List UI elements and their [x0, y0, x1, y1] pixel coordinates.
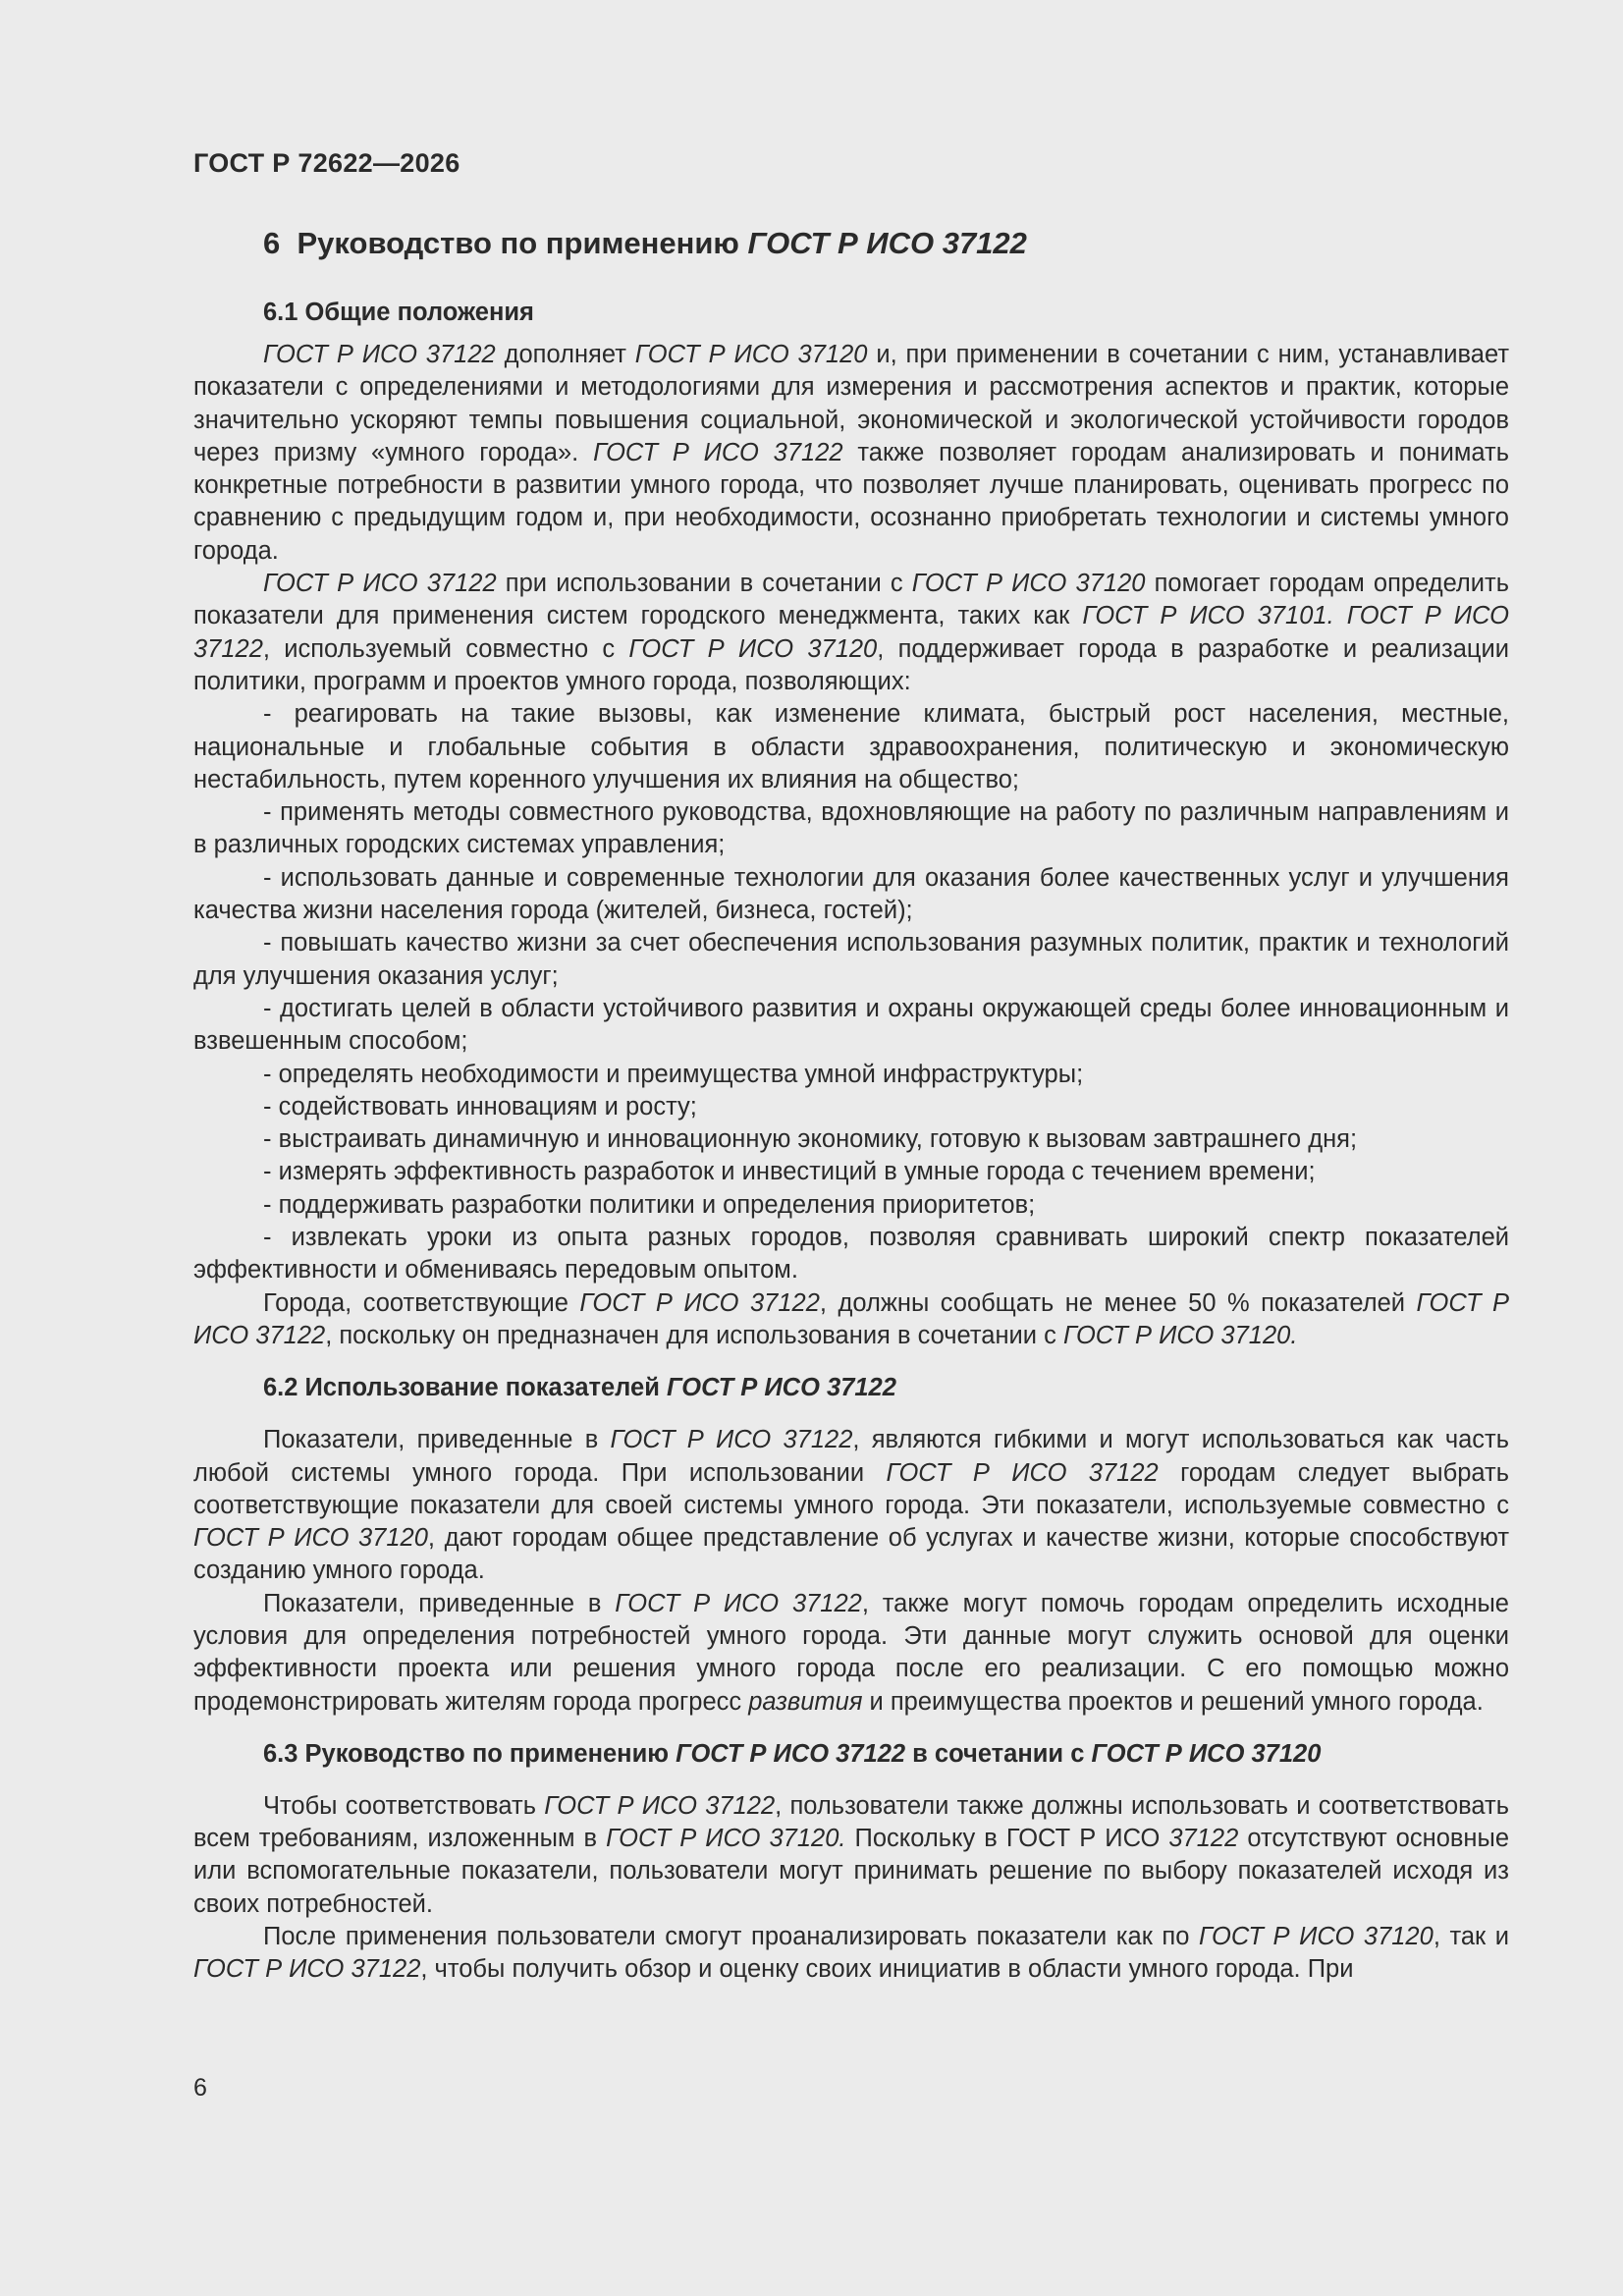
italic-run: 37122: [1168, 1825, 1239, 1853]
text-run: , пользователи также должны использовать и соответствовать всем требованиям, изложенным в: [193, 1791, 1509, 1853]
text-run: при использовании в сочетании с: [496, 570, 912, 598]
subsection-6-1-title: 6.1 Общие положения: [263, 299, 534, 326]
document-header: ГОСТ Р 72622—2026: [193, 148, 460, 178]
section-6-title: [263, 224, 1509, 263]
text-run: , должны сообщать не менее 50 % показателей: [819, 1288, 1417, 1317]
list-item: - повышать качество жизни за счет обеспечения использования разумных политик, практик и технологий для улучшения оказания услуг;: [193, 929, 1509, 990]
text-run: После применения пользователи смогут проанализировать показатели как по: [263, 1923, 1199, 1951]
text-run: дополняет: [495, 341, 635, 368]
list-item: - измерять эффективность разработок и инвестиций в умные города с течением времени;: [263, 1158, 1316, 1186]
text-run: помогает городам определить показатели для применения систем городского менеджмента, таких как: [193, 570, 1509, 630]
paragraph: [193, 1588, 1509, 1719]
italic-run: ГОСТ Р ИСО 37120.: [1062, 1321, 1298, 1349]
italic-run: ГОСТ Р ИСО 37120.: [606, 1825, 846, 1853]
text-run: отсутствуют основные или вспомогательные показатели, пользователи могут принимать решение по выбору показателей исходя из своих потребностей.: [193, 1825, 1510, 1918]
italic-run: ГОСТ Р ИСО 37122: [579, 1288, 820, 1317]
italic-run: ГОСТ Р ИСО 37122: [593, 438, 843, 466]
section-number: 6: [263, 226, 281, 260]
text-run: , дают городам общее представление об услугах и качестве жизни, которые способствуют созданию умного города.: [193, 1524, 1509, 1585]
text-run: 6.2 Использование показателей: [263, 1374, 667, 1402]
document-body: [193, 224, 1509, 1987]
italic-run: ГОСТ Р ИСО 37122: [544, 1791, 776, 1820]
italic-run: ГОСТ Р ИСО 37122: [193, 602, 1509, 663]
italic-run: ГОСТ Р ИСО 37122: [666, 1374, 896, 1402]
paragraph: [193, 1790, 1509, 1921]
paragraph: [193, 1287, 1509, 1353]
italic-run: ГОСТ Р ИСО 37122: [886, 1458, 1159, 1487]
text-run: городам следует выбрать соответствующие показатели для своей системы умного города. Эти показатели, используемые совместно с: [193, 1458, 1509, 1519]
italic-run: ГОСТ Р ИСО 37120: [634, 341, 868, 368]
italic-run: ГОСТ Р ИСО 37120: [1198, 1923, 1434, 1951]
italic-run: ГОСТ Р ИСО 37120: [193, 1524, 428, 1553]
italic-run: ГОСТ Р ИСО 37122: [615, 1589, 862, 1617]
paragraph: [193, 1921, 1509, 1987]
paragraph: [193, 568, 1509, 698]
text-run: Показатели, приведенные в: [263, 1589, 616, 1617]
italic-run: ГОСТ Р ИСО 37122: [610, 1426, 853, 1454]
text-run: и, при применении в сочетании с ним, устанавливает показатели с определениями и методологиями для измерения и рассмотрения аспектов и практик, которые значительно ускоряют темпы повышения социальной, экономической и экологической устойчивости городов через призму «умного города».: [193, 341, 1510, 466]
italic-run: ГОСТ Р ИСО 37122: [193, 1955, 421, 1984]
italic-run: ГОСТ Р ИСО 37101.: [1082, 602, 1334, 630]
paragraph: [193, 1424, 1509, 1587]
list-item: - содействовать инновациям и росту;: [263, 1092, 697, 1121]
text-run: 6.3 Руководство по применению: [263, 1739, 676, 1768]
text-run: Поскольку в ГОСТ Р ИСО: [845, 1825, 1169, 1853]
list-item: - использовать данные и современные технологии для оказания более качественных услуг и улучшения качества жизни населения города (жителей, бизнеса, гостей);: [193, 863, 1509, 925]
italic-run: ГОСТ Р ИСО 37120: [628, 634, 878, 663]
list-item: - применять методы совместного руководства, вдохновляющие на работу по различным направлениям и в различных городских системах управления;: [193, 798, 1509, 859]
italic-run: ГОСТ Р ИСО 37122: [193, 1288, 1509, 1349]
section-title-text: Руководство по применению: [297, 226, 748, 260]
text-run: , являются гибкими и могут использоваться как часть любой системы умного города. При использовании: [193, 1426, 1510, 1487]
text-run: Чтобы соответствовать: [263, 1791, 545, 1820]
italic-run: ГОСТ Р ИСО 37122: [263, 570, 497, 598]
subsection-6-3-title: [263, 1738, 1509, 1771]
list-item: - извлекать уроки из опыта разных городов, позволяя сравнивать широкий спектр показателей эффективности и обмениваясь передовым опытом.: [193, 1224, 1509, 1285]
text-run: , также могут помочь городам определить исходные условия для определения потребностей умного города. Эти данные могут служить основой для оценки эффективности проекта или решения умного города после его реализации. С его помощью можно продемонстрировать жителям города прогресс: [193, 1589, 1509, 1716]
text-run: , поскольку он предназначен для использования в сочетании с: [325, 1321, 1063, 1349]
italic-run: ГОСТ Р ИСО 37122: [676, 1739, 906, 1768]
paragraph: [193, 339, 1509, 568]
list-item: - определять необходимости и преимущества умной инфраструктуры;: [263, 1060, 1084, 1088]
text-run: , чтобы получить обзор и оценку своих инициатив в области умного города. При: [420, 1955, 1354, 1984]
italic-run: ГОСТ Р ИСО 37122: [263, 341, 496, 368]
list-item: - поддерживать разработки политики и определения приоритетов;: [263, 1190, 1036, 1219]
page-number: 6: [193, 2074, 207, 2102]
text-run: , используемый совместно с: [262, 634, 629, 663]
italic-run: ГОСТ Р ИСО 37120: [1091, 1739, 1322, 1768]
italic-run: развития: [748, 1687, 863, 1716]
text-run: и преимущества проектов и решений умного города.: [862, 1687, 1484, 1716]
text-run: также позволяет городам анализировать и понимать конкретные потребности в развитии умного города, что позволяет лучше планировать, оценивать прогресс по сравнению с предыдущим годом и, при необходимости, осознанно приобретать технологии и системы умного города.: [193, 438, 1510, 565]
list-item: - реагировать на такие вызовы, как изменение климата, быстрый рост населения, местные, национальные и глобальные события в области здравоохранения, политическую и экономическую нестабильность, путем коренного улучшения их влияния на общество;: [193, 700, 1509, 793]
section-title-ref: ГОСТ Р ИСО 37122: [747, 226, 1027, 260]
bullet-list: [193, 698, 1509, 1286]
text-run: , так и: [1433, 1923, 1509, 1951]
list-item: - достигать целей в области устойчивого развития и охраны окружающей среды более инновационным и взвешенным способом;: [193, 994, 1509, 1056]
text-run: , поддерживает города в разработке и реализации политики, программ и проектов умного города, позволяющих:: [193, 634, 1509, 695]
italic-run: ГОСТ Р ИСО 37120: [911, 570, 1146, 598]
text-run: в сочетании с: [905, 1739, 1092, 1768]
list-item: - выстраивать динамичную и инновационную экономику, готовую к вызовам завтрашнего дня;: [263, 1125, 1358, 1154]
text-run: Показатели, приведенные в: [263, 1426, 611, 1454]
text-run: [1334, 602, 1347, 629]
text-run: Города, соответствующие: [263, 1288, 580, 1317]
subsection-6-2-title: [263, 1372, 1509, 1404]
